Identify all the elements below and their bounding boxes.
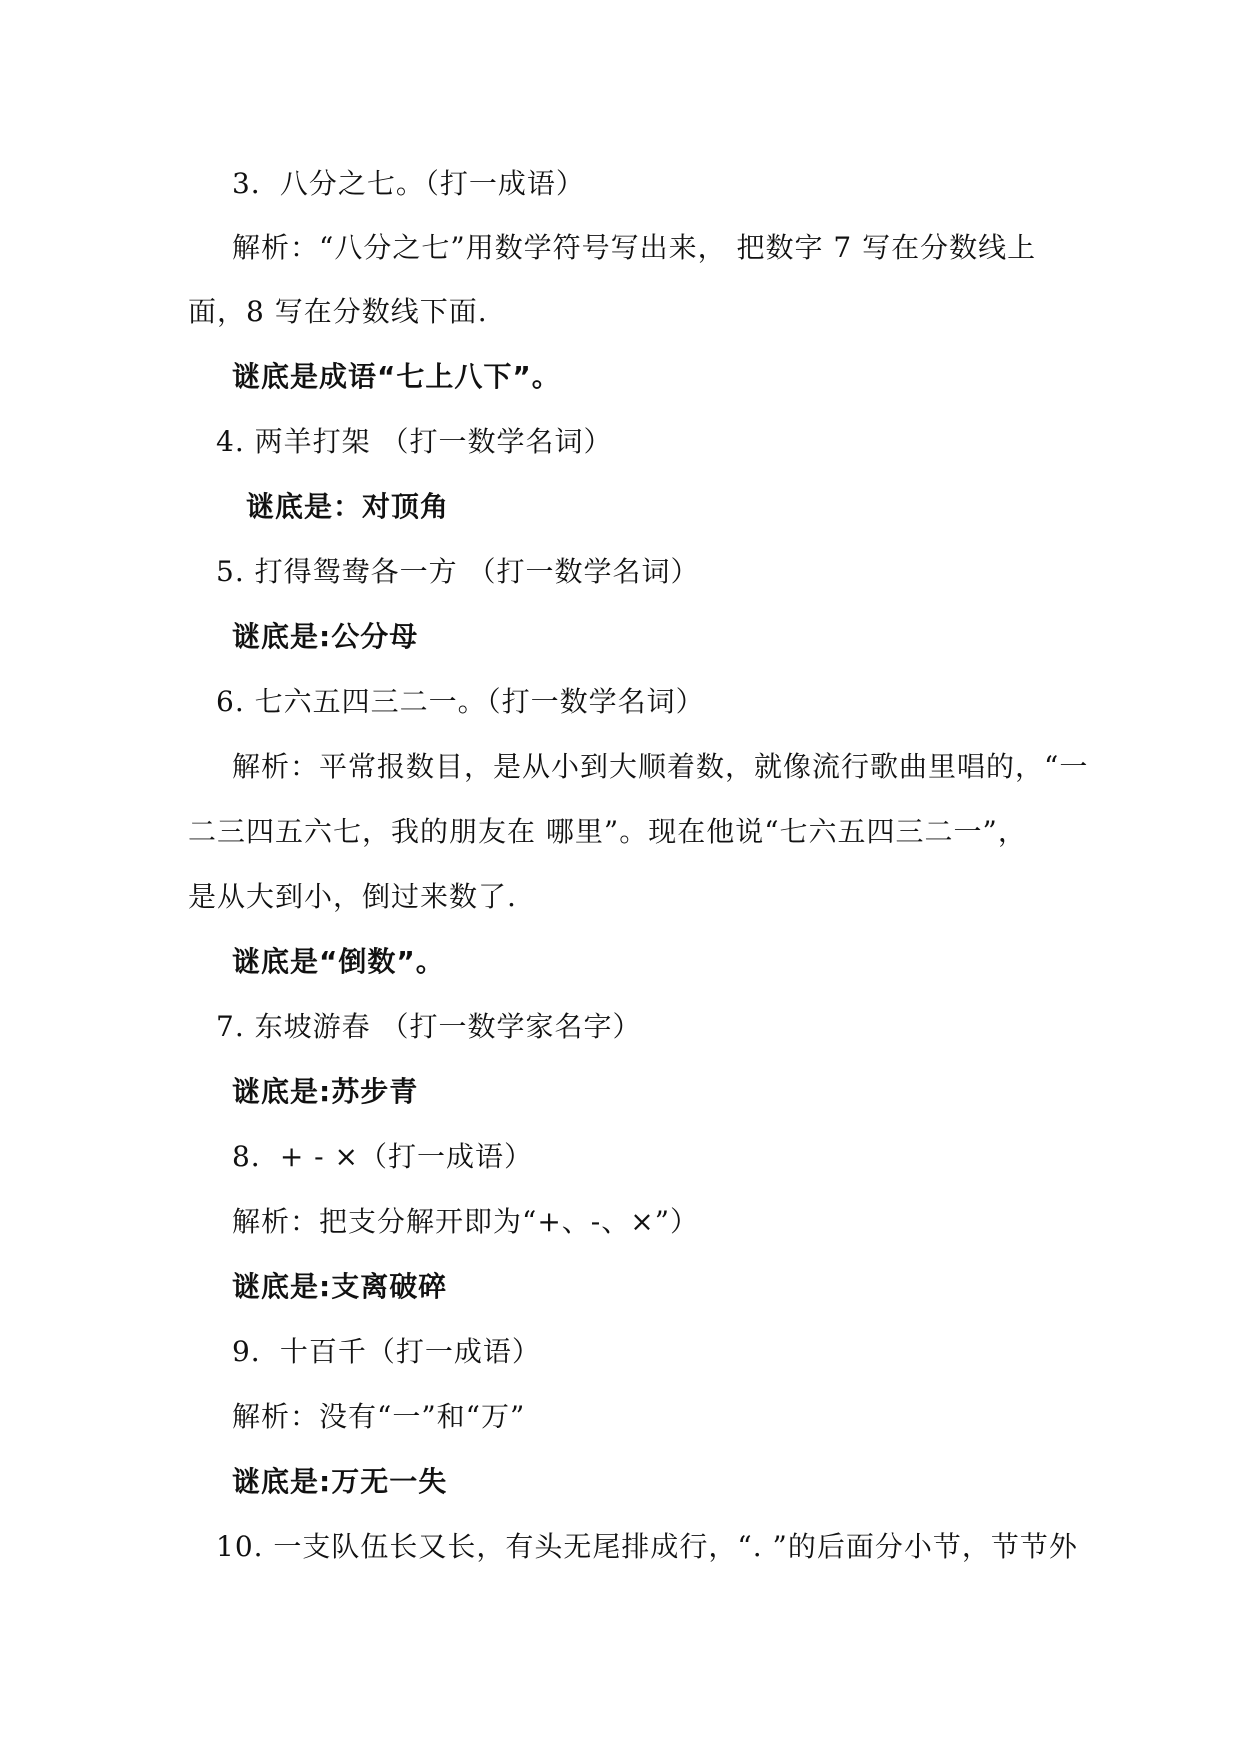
- riddle-8-explanation: 解析：把支分解开即为“+、-、×”）: [232, 1205, 700, 1238]
- riddle-4-answer: 谜底是：对顶角: [246, 490, 450, 523]
- riddle-6-question: 6. 七六五四三二一。（打一数学名词）: [216, 685, 705, 718]
- riddle-7-answer: 谜底是:苏步青: [232, 1075, 419, 1108]
- riddle-8-question: 8．+ - ×（打一成语）: [232, 1140, 533, 1173]
- riddle-3-explanation-line-1: 解析：“八分之七”用数学符号写出来， 把数字 7 写在分数线上: [232, 231, 1037, 264]
- riddle-10-question: 10. 一支队伍长又长，有头无尾排成行，“. ”的后面分小节，节节外: [216, 1530, 1078, 1563]
- riddle-7-question: 7. 东坡游春 （打一数学家名字）: [216, 1010, 642, 1043]
- riddle-6-explanation-line-3: 是从大到小，倒过来数了.: [188, 880, 517, 913]
- riddle-9-question: 9．十百千（打一成语）: [232, 1335, 541, 1368]
- riddle-9-answer: 谜底是:万无一失: [232, 1465, 448, 1498]
- riddle-6-explanation-line-2: 二三四五六七，我的朋友在 哪里”。现在他说“七六五四三二一”，: [188, 815, 1027, 848]
- riddle-5-question: 5. 打得鸳鸯各一方 （打一数学名词）: [216, 555, 700, 588]
- riddle-3-explanation-line-2: 面，8 写在分数线下面.: [188, 295, 488, 328]
- riddle-6-answer: 谜底是“倒数”。: [232, 945, 445, 978]
- riddle-5-answer: 谜底是:公分母: [232, 620, 419, 653]
- riddle-6-explanation-line-1: 解析：平常报数目，是从小到大顺着数，就像流行歌曲里唱的，“一: [232, 750, 1089, 783]
- riddle-8-answer: 谜底是:支离破碎: [232, 1270, 448, 1303]
- riddle-3-question: 3．八分之七。（打一成语）: [232, 167, 585, 200]
- riddle-9-explanation: 解析：没有“一”和“万”: [232, 1400, 526, 1433]
- riddle-4-question: 4. 两羊打架 （打一数学名词）: [216, 425, 613, 458]
- riddle-3-answer: 谜底是成语“七上八下”。: [232, 360, 561, 393]
